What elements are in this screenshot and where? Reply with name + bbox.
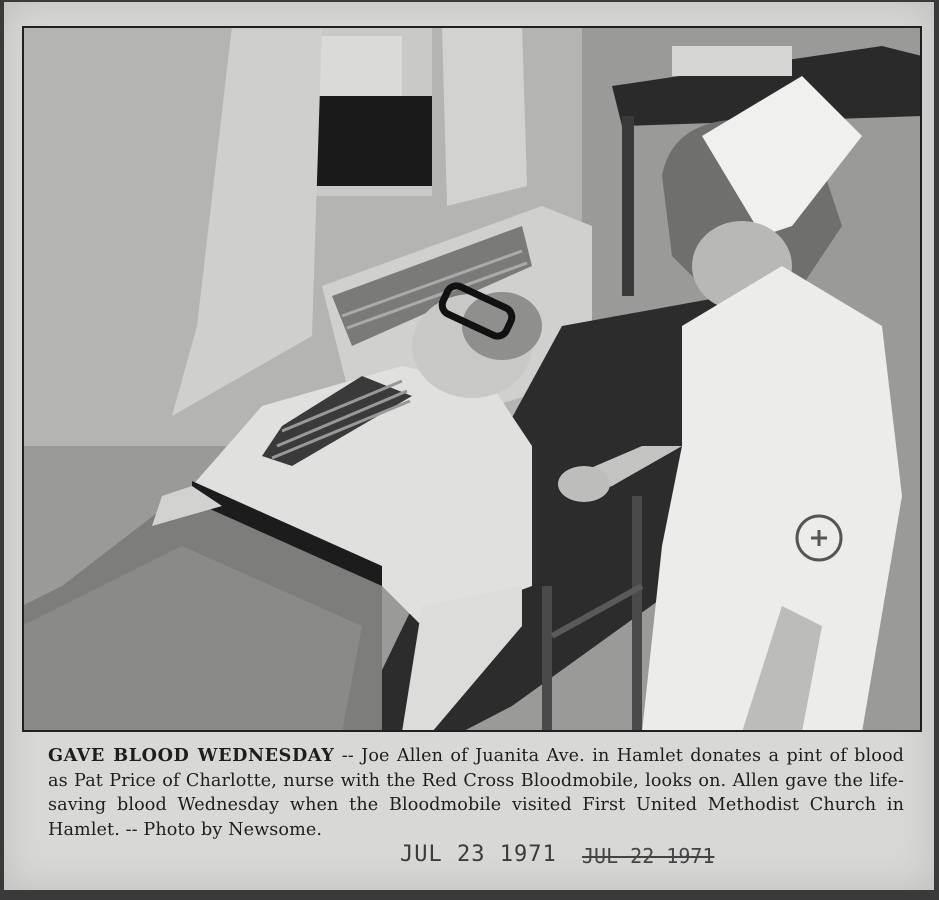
date-stamp: JUL 23 1971 xyxy=(400,842,557,867)
photo-caption xyxy=(48,744,904,842)
caption-body: -- Joe Allen of Juanita Ave. in Hamlet donates a pint of blood as Pat Price of Charlotte, nurse with the Red Cross Bloodmobile, looks on. Allen gave the life-saving blood Wednesday when the Bloodmobile visited First United Methodist Church in Hamlet. -- Photo by Newsome. xyxy=(48,746,904,840)
caption-headline: GAVE BLOOD WEDNESDAY xyxy=(48,745,335,766)
struck-date-stamp: JUL 22 1971 xyxy=(582,844,715,868)
news-photo xyxy=(22,26,922,732)
towel xyxy=(442,26,527,206)
newspaper-clipping xyxy=(4,2,934,890)
